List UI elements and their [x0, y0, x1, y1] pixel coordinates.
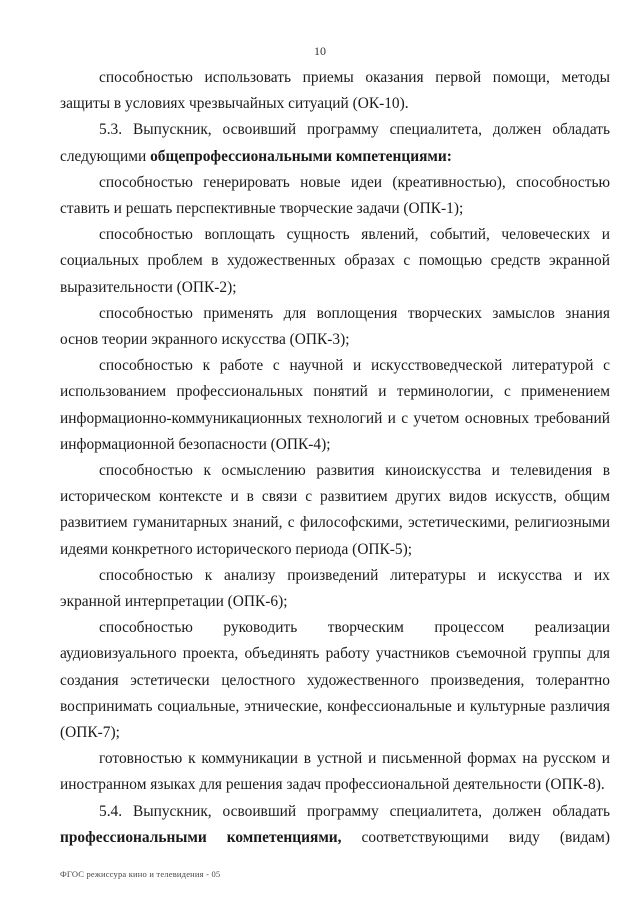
paragraph-5-3: [60, 117, 610, 169]
footer-label: ФГОС режиссура кино и телевидения - 05: [60, 869, 221, 879]
paragraph-ok10: способностью использовать приемы оказания первой помощи, методы защиты в условиях чрезвычайных ситуаций (ОК-10).: [60, 69, 610, 113]
paragraph-opk8: готовностью к коммуникации в устной и письменной формах на русском и иностранном языках для решения задач профессиональной деятельности (ОПК-8).: [60, 750, 610, 794]
paragraph-opk2: способностью воплощать сущность явлений, событий, человеческих и социальных проблем в художественных образах с помощью средств экранной выразительности (ОПК-2);: [60, 226, 610, 296]
paragraph-opk5: способностью к осмыслению развития киноискусства и телевидения в историческом контексте и в связи с развитием других видов искусств, общим развитием гуманитарных знаний, с философскими, эстетическими, религиозными идеями конкретного исторического периода (ОПК-5);: [60, 462, 610, 558]
paragraph-opk4: способностью к работе с научной и искусствоведческой литературой с использованием профессиональных понятий и терминологии, с применением информационно-коммуникационных технологий и с учетом основных требований информационной безопасности (ОПК-4);: [60, 357, 610, 453]
paragraph-5-4-tail: соответствующими виду (видам): [341, 828, 610, 846]
paragraph-opk1: способностью генерировать новые идеи (креативностью), способностью ставить и решать перспективные творческие задачи (ОПК-1);: [60, 173, 610, 218]
paragraph-opk3: способностью применять для воплощения творческих замыслов знания основ теории экранного искусства (ОПК-3);: [60, 304, 610, 349]
paragraph-opk7: способностью руководить творческим процессом реализации аудиовизуального проекта, объединять работу участников съемочной группы для создания эстетически целостного художественного произведения, толерантно воспринимать социальные, этнические, конфессиональные и культурные различия (ОПК-7);: [60, 619, 610, 742]
paragraph-5-3-text: 5.3. Выпускник, освоивший программу специалитета, должен обладать следующими: [60, 121, 610, 165]
document-body: [60, 65, 610, 851]
paragraph-opk6: способностью к анализу произведений литературы и искусства и их экранной интерпретации (ОПК-6);: [60, 566, 610, 611]
paragraph-5-4: [60, 799, 610, 851]
paragraph-5-4-bold: профессиональными компетенциями,: [60, 828, 342, 846]
paragraph-5-3-bold: общепрофессиональными компетенциями:: [150, 147, 452, 165]
paragraph-5-4-text: 5.4. Выпускник, освоивший программу специалитета, должен обладать: [99, 802, 610, 820]
page-number: 10: [314, 44, 326, 58]
